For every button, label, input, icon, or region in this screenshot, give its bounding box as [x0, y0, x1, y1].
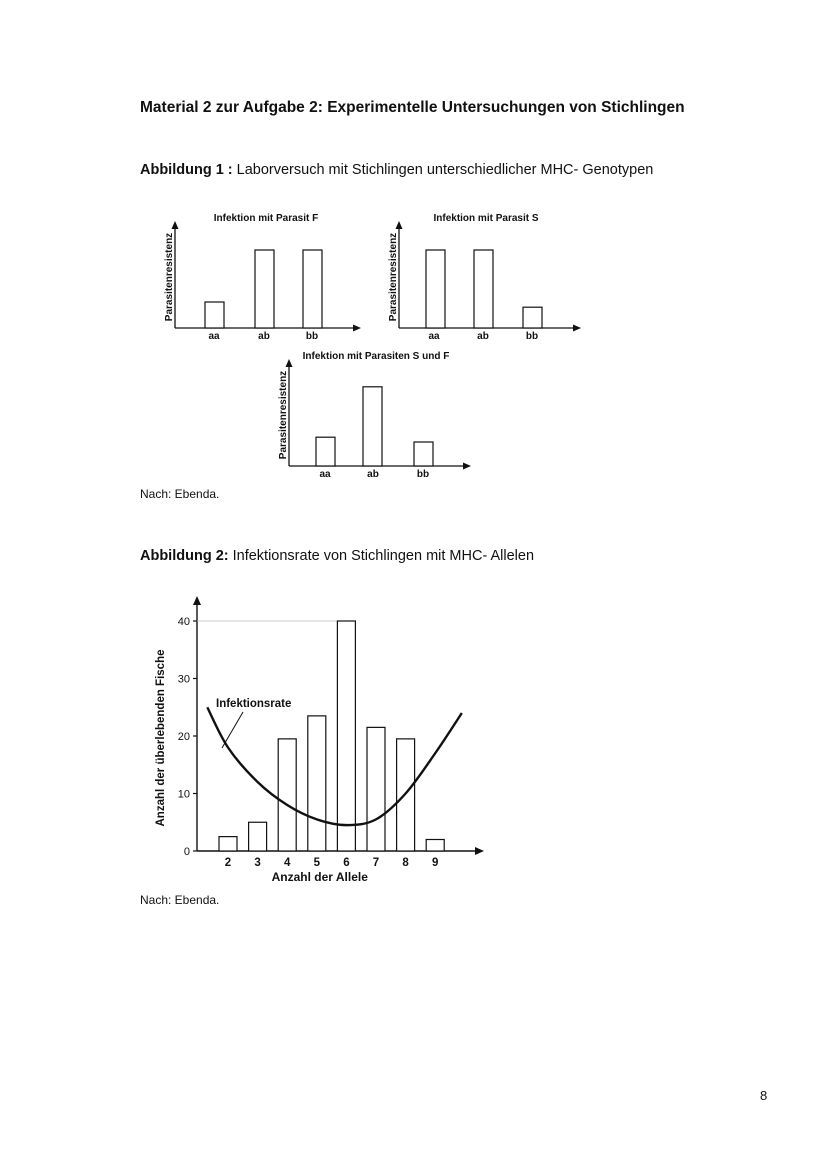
- y-tick-label-40: 40: [177, 616, 190, 628]
- bar-2: [219, 837, 237, 851]
- x-axis-arrow: [353, 325, 361, 332]
- bar-4: [278, 739, 296, 851]
- bar-bb: [523, 307, 542, 328]
- y-axis-label: Parasitenresistenz: [278, 370, 289, 460]
- x-tick-label-ab: ab: [367, 469, 379, 480]
- x-tick-label-2: 2: [224, 857, 232, 869]
- bar-6: [337, 621, 355, 851]
- fig1-chart-3: [278, 351, 471, 480]
- y-axis-arrow: [396, 221, 403, 229]
- x-tick-label-9: 9: [431, 857, 439, 869]
- y-tick-label-10: 10: [177, 788, 190, 801]
- bar-bb: [414, 442, 433, 466]
- x-tick-label-aa: aa: [428, 331, 440, 342]
- figure-1-label: Abbildung 1 :: [140, 162, 233, 178]
- y-tick-label-30: 30: [177, 673, 190, 686]
- page-number: 8: [760, 1088, 768, 1103]
- figure-1-source: Nach: Ebenda.: [140, 487, 220, 501]
- bar-ab: [255, 250, 274, 328]
- x-tick-label-4: 4: [283, 857, 291, 869]
- bar-9: [426, 840, 444, 852]
- x-axis-label: Anzahl der Allele: [271, 870, 368, 884]
- x-tick-label-ab: ab: [258, 331, 270, 342]
- fig2-chart: [155, 596, 484, 884]
- x-tick-label-ab: ab: [477, 331, 489, 342]
- x-tick-label-bb: bb: [525, 331, 539, 342]
- fig1-chart-1: [164, 213, 361, 342]
- x-tick-label-aa: aa: [319, 469, 331, 480]
- figure-2-source: Nach: Ebenda.: [140, 893, 220, 907]
- y-axis-arrow: [193, 596, 201, 605]
- chart-title: Infektion mit Parasit S: [433, 213, 539, 224]
- figure-1-caption: Laborversuch mit Stichlingen unterschiedlicher MHC- Genotypen: [232, 162, 654, 178]
- x-axis-arrow: [573, 325, 581, 332]
- x-tick-label-5: 5: [313, 857, 321, 869]
- x-axis-arrow: [463, 463, 471, 470]
- y-axis-label: Parasitenresistenz: [164, 232, 175, 322]
- document-title: Material 2 zur Aufgabe 2: Experimentelle Untersuchungen von Stichlingen: [140, 99, 685, 116]
- figure-2-label: Abbildung 2:: [140, 548, 229, 564]
- x-tick-label-7: 7: [372, 857, 380, 869]
- chart-title: Infektion mit Parasit F: [213, 213, 319, 224]
- x-tick-label-bb: bb: [305, 331, 319, 342]
- x-tick-label-6: 6: [343, 857, 350, 869]
- bar-7: [367, 727, 385, 851]
- figure-2-caption: Infektionsrate von Stichlingen mit MHC- Allelen: [228, 548, 535, 564]
- bar-aa: [426, 250, 445, 328]
- x-tick-label-8: 8: [402, 857, 409, 869]
- x-tick-label-bb: bb: [416, 469, 430, 480]
- curve-label: Infektionsrate: [216, 698, 292, 710]
- chart-title: Infektion mit Parasiten S und F: [302, 351, 450, 362]
- x-tick-label-aa: aa: [208, 331, 220, 342]
- curve-label-pointer: [222, 712, 243, 748]
- figure-2-heading: [140, 548, 534, 564]
- bar-aa: [316, 437, 335, 466]
- y-tick-label-20: 20: [177, 731, 190, 743]
- y-axis-arrow: [172, 221, 179, 229]
- x-axis-arrow: [475, 847, 484, 855]
- bar-ab: [363, 387, 382, 466]
- bar-bb: [303, 250, 322, 328]
- y-axis-arrow: [286, 359, 293, 367]
- x-tick-label-3: 3: [254, 857, 261, 869]
- bar-3: [249, 822, 267, 851]
- y-axis-label: Parasitenresistenz: [388, 232, 399, 322]
- fig1-chart-2: [388, 213, 581, 342]
- y-axis-label: Anzahl der überlebenden Fische: [155, 649, 167, 827]
- y-tick-label-0: 0: [183, 846, 190, 858]
- bar-aa: [205, 302, 224, 328]
- infection-rate-curve: [207, 707, 462, 825]
- bar-ab: [474, 250, 493, 328]
- bar-5: [308, 716, 326, 851]
